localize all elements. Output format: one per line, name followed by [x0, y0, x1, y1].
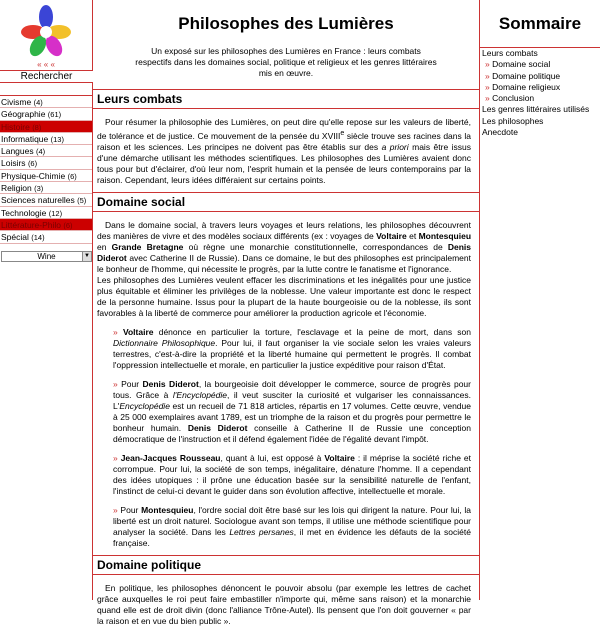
category-label: Loisirs	[1, 158, 26, 169]
category-label: Spécial	[1, 232, 29, 243]
page-title: Philosophes des Lumières	[178, 14, 394, 33]
category-item[interactable]	[0, 108, 92, 120]
toc-link-philosophes[interactable]: Les philosophes	[482, 115, 544, 126]
category-count: (6)	[67, 171, 77, 181]
category-count: (4)	[33, 98, 43, 107]
category-item[interactable]	[0, 231, 92, 243]
category-item[interactable]	[0, 157, 92, 169]
politique-paragraph: En politique, les philosophes dénoncent le pouvoir absolu (par exemple les lettres de cachet grâce auxquelles le roi peut faire embastiller n'importe qui, même sans raison) et la monarchie quand elle est de droit divin (donc l'alliance Trône-Autel). Ils pensent que l'on doit gouverner « par la raison et en vue du bien public ».	[97, 582, 471, 626]
sommaire-title: Sommaire	[498, 14, 582, 33]
category-item[interactable]	[0, 207, 92, 219]
section-title-politique: Domaine politique	[93, 555, 479, 575]
chevron-down-icon[interactable]: ▼	[82, 252, 91, 261]
main-content	[93, 0, 479, 626]
select-value: Wine	[37, 252, 56, 261]
bullet-voltaire: » Voltaire dénonce en particulier la torture, l'esclavage et la peine de mort, dans son Dictionnaire Philosophique. Pour lui, il faut organiser la vie sociale selon les vraies valeurs terrestres, c'est-à-dire la propriété et la liberté humaine qui permettent le progrès. Il combat l'oppression intellectuelle et morale, en particulier la justice expéditive pour raison d'État.	[113, 326, 471, 370]
category-label: Technologie	[1, 207, 47, 218]
category-item[interactable]	[0, 145, 92, 157]
toc-marker: »	[485, 81, 490, 92]
search-button[interactable]: Rechercher	[0, 70, 93, 83]
section-title-combats: Leurs combats	[93, 89, 479, 109]
category-count: (8)	[32, 122, 42, 132]
toc-sub-label: Conclusion	[492, 93, 535, 104]
category-count: (4)	[36, 147, 46, 157]
section-title-social: Domaine social	[93, 192, 479, 212]
table-of-contents	[480, 47, 600, 138]
site-logo-icon[interactable]	[16, 2, 76, 60]
category-item[interactable]	[0, 194, 92, 206]
bullet-rousseau: » Jean-Jacques Rousseau, quant à lui, est opposé à Voltaire : il méprise la société riche et corrompue. Pour lui, la société de son temps, inégalitaire, dénature l'homme. Il a cependant des idées utopiques : il prône une éducation basée sur la sensibilité naturelle de l'enfant, l'instinct de celui-ci devant le guider dans son évolution affective, intellectuelle et morale.	[113, 452, 471, 496]
category-count: (6)	[27, 159, 38, 169]
left-sidebar	[0, 0, 93, 600]
toc-marker: »	[485, 59, 490, 70]
category-label: Histoire	[1, 121, 30, 132]
category-label: Informatique	[1, 133, 49, 144]
category-count: (12)	[48, 208, 63, 218]
category-select[interactable]	[1, 251, 92, 262]
toc-sub-label: Domaine religieux	[492, 81, 561, 92]
category-item[interactable]	[0, 170, 92, 182]
toc-sub-link[interactable]	[482, 59, 600, 70]
toc-sub-label: Domaine politique	[492, 70, 561, 81]
category-label: Physique-Chimie	[1, 170, 66, 181]
category-count: (14)	[31, 233, 45, 243]
toc-sub-list	[482, 59, 600, 104]
category-label: Géographie	[1, 109, 46, 120]
combats-paragraph: Pour résumer la philosophie des Lumières, on peut dire qu'elle repose sur les valeurs de liberté, de tolérance et de justice. Ce mouvement de la pensée du XVIIIe siècle trouve ses racines dans la raison et les sciences. Les principes ne doivent pas être établis sur des a priori mais être issus d'une démarche utilisant les méthodes scientifiques. Les philosophes des Lumières avaient donc tous pour but d'éclairer, d'où leur nom, l'esprit humain et la pensée de leurs contemporains par la raison. Cependant, leurs idées différaient sur certains points.	[97, 117, 472, 185]
category-count: (3)	[34, 184, 44, 194]
toc-sub-link[interactable]	[482, 93, 600, 104]
toc-marker: »	[485, 93, 490, 104]
category-item[interactable]	[0, 96, 92, 108]
category-label: Civisme	[1, 97, 32, 107]
right-sidebar	[479, 0, 600, 600]
toc-link-genres[interactable]: Les genres littéraires utilisés	[482, 104, 590, 115]
toc-link-combats[interactable]: Leurs combats	[482, 48, 538, 58]
category-list	[0, 95, 92, 244]
toc-sub-label: Domaine social	[492, 59, 551, 70]
category-count: (6)	[63, 220, 73, 230]
social-paragraph-1: Dans le domaine social, à travers leurs voyages et leurs relations, les philosophes découvrent des manières de vivre et des modèles sociaux différents (ex : voyages de Voltaire et Montesquieu en Grande Bretagne où règne une monarchie constitutionnelle, correspondances de Denis Diderot avec Catherine II de Russie). Dans ce domaine, le but des philosophes est principalement le bonheur de l'homme, qui nécessite le progrès, par la lutte contre le fanatisme et l'ignorance. Les philosophes des Lumières veulent effacer les discriminations et les inégalités pour une justice plus équitable et éliminer les privilèges de la noblesse. Une valeur importante est donc le respect de la personne humaine. Issus pour la plupart de la haute bourgeoisie ou de la noblesse, ils sont favorables à la liberté de commerce pour améliorer la production agricole et l'économie.	[97, 219, 472, 318]
toc-sub-link[interactable]	[482, 71, 600, 82]
nav-arrows[interactable]: « « «	[37, 60, 55, 69]
category-item[interactable]	[0, 219, 92, 231]
category-label: Sciences naturelles	[1, 195, 75, 206]
category-label: Langues	[1, 146, 34, 157]
bullet-montesquieu: » Pour Montesquieu, l'ordre social doit être basé sur les lois qui dirigent la nature. Pour lui, la liberté est un droit naturel. Sociologue avant son temps, il utilise une méthode scientifique pour analyser la société. Dans les Lettres persanes, il met en évidence les défauts de la société française.	[113, 504, 471, 548]
bullet-diderot: » Pour Denis Diderot, la bourgeoisie doit développer le commerce, source de progrès pour tous. Grâce à l'Encyclopédie, il veut susciter la curiosité et vulgariser les connaissances. L'Encyclopédie est un recueil de 71 818 articles, répartis en 17 volumes. Cette œuvre, vendue à 25 000 exemplaires avant 1789, est un triomphe de la raison et du progrès pour permettre le bonheur humain. Denis Diderot conseille à Catherine II de Russie une conception démocratique de l'instruction et il défend également l'idée de l'égalité devant l'impôt.	[113, 378, 471, 444]
toc-sub-link[interactable]	[482, 82, 600, 93]
toc-link-anecdote[interactable]: Anecdote	[482, 127, 518, 138]
category-count: (13)	[50, 134, 64, 144]
toc-marker: »	[485, 70, 490, 81]
category-item[interactable]	[0, 133, 92, 145]
category-count: (5)	[77, 196, 87, 206]
category-item[interactable]	[0, 121, 92, 133]
category-label: Littérature-Philo	[1, 219, 62, 230]
category-count: (61)	[47, 110, 62, 120]
category-label: Religion	[1, 183, 32, 194]
intro-text: Un exposé sur les philosophes des Lumières en France : leurs combats respectifs dans les domaines social, politique et religieux et les genres littéraires mis en œuvre.	[135, 46, 437, 78]
category-item[interactable]	[0, 182, 92, 194]
